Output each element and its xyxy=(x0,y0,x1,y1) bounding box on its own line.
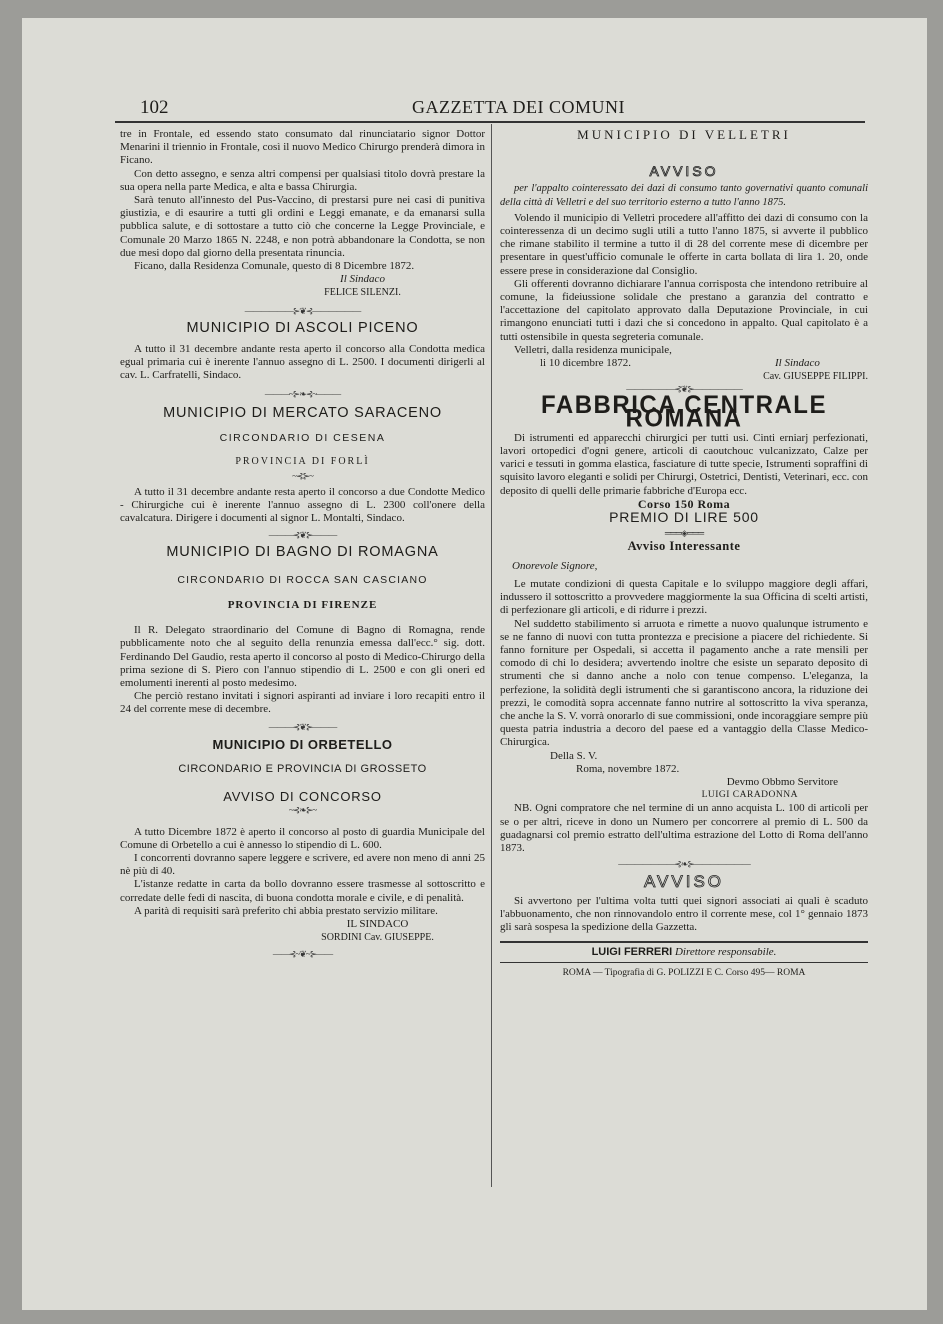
orbetello-paragraph: A parità di requisiti sarà preferito chi abbia prestato servizio militare. xyxy=(134,904,438,917)
ornament-divider: ——⊰~❦~⊱—— xyxy=(272,949,333,960)
column-divider xyxy=(491,124,492,1187)
fabbrica-address: Corso 150 Roma xyxy=(637,496,731,511)
velletri-date: li 10 dicembre 1872. xyxy=(540,357,632,370)
ornament-divider: ~⊰⊱~ xyxy=(292,471,313,482)
orbetello-signature-title: IL SINDACO xyxy=(346,917,409,930)
fabbrica-signature-title: Devmo Obbmo Servitore xyxy=(726,775,838,788)
ornament-divider: ——————⊱❦⊰—————— xyxy=(244,305,361,316)
bagno-paragraph: Il R. Delegato straordinario del Comune di Bagno di Romagna, rende pubblicamente noto che al seguito della renunzia emessa dall'ecc.° sig. dott. Ferdinando Del Gaudio, resta aperto il concorso al posto di Medico-Chirurgo della prima sezione di S. Piero con l'annuo stipendio di L. 2500 e con gli oneri ed emolumenti inerenti al posto medesimo. xyxy=(120,624,485,689)
bagno-paragraph: Che perciò restano invitati i signori aspiranti ad inviare i loro recapiti entro il 24 del corrente mese di decembre. xyxy=(120,690,485,716)
notice-title-orbetello: MUNICIPIO DI ORBETELLO xyxy=(212,736,393,752)
notice-title-ascoli: MUNICIPIO DI ASCOLI PICENO xyxy=(186,319,419,336)
orbetello-paragraph: I concorrenti dovranno sapere leggere e scrivere, ed avere non meno di anni 25 nè più di 40. xyxy=(120,851,485,878)
page-header xyxy=(140,97,880,119)
velletri-signature-title: Il Sindaco xyxy=(775,357,820,370)
page-number: 102 xyxy=(140,97,169,118)
printer-line xyxy=(500,962,868,980)
orbetello-paragraph: L'istanze redatte in carta da bollo dovranno essere trasmesse al sottoscritto e corredate delle fedi di nascita, di buona condotta morale e civile, e di penalità. xyxy=(120,878,485,904)
fabbrica-nb: NB. Ogni compratore che nel termine di un anno acquista L. 100 di articoli per se o per altri, riceve in dono un Numero per concorrere al premio di L. 500 da guadagnarsi col premio estratto dell'ultima estrazione del Lotto di Roma dell'anno 1873. xyxy=(500,802,868,854)
mercato-circondario: CIRCONDARIO DI CESENA xyxy=(219,432,386,445)
fabbrica-date: Roma, novembre 1872. xyxy=(576,762,680,775)
ficano-paragraph: Con detto assegno, e senza altri compensi per qualsiasi titolo dovrà prestare la sua opera nella parte Medica, e alta e bassa Chirurgia. xyxy=(120,167,485,193)
fabbrica-della: Della S. V. xyxy=(550,749,598,762)
ornament-divider: ———~⊱❧⊰~——— xyxy=(264,388,341,399)
mercato-body: A tutto il 31 decembre andante resta aperto il concorso a due Condotte Medico - Chirurgiche cui è inerente l'annuo assegno di L. 2300 coll'onere della cavalcatura. Dirigere i documenti al signor L. Montalti, Sindaco. xyxy=(120,485,485,525)
avviso-interessante: Avviso Interessante xyxy=(627,539,741,554)
ornament-divider: ———⊰❦⊱——— xyxy=(268,721,337,732)
ornament-divider: ~⊰❧⊱~ xyxy=(288,805,317,816)
velletri-avviso: AVVISO xyxy=(649,163,719,180)
ficano-paragraph: tre in Frontale, ed essendo stato consumato dal rinunciatario signor Dottor Menarini il triennio in Frontale, così il nuovo Medico Chirurgo prenderà dimora in Ficano. xyxy=(120,128,485,167)
ornament-divider: ———————⊰❧⊱——————— xyxy=(618,859,750,870)
orbetello-avviso: AVVISO DI CONCORSO xyxy=(223,789,382,805)
velletri-signature-name: Cav. GIUSEPPE FILIPPI. xyxy=(763,371,868,383)
fabbrica-title: FABBRICA CENTRALE ROMANA xyxy=(541,391,827,434)
orbetello-signature-name: SORDINI Cav. GIUSEPPE. xyxy=(321,932,434,944)
fabbrica-description: Di istrumenti ed apparecchi chirurgici per tutti usi. Cinti erniarj perfezionati, lavori ortopedici d'ogni genere, articoli di caoutchouc vulcanizzato, Calze per varici e tessuti in gomma elastica, fasciature di tutte specie, Istrumenti sopraffini di squisito lavoro eleganti e solidi per Chirurgi, Ostetrici, Dentisti, Veterinari, ecc. con deposito di quelli delle primarie fabbriche d'Europa ecc. xyxy=(500,431,869,497)
ornament-divider: ——————⊰❦⊱—————— xyxy=(626,384,742,395)
director-name: LUIGI FERRERI xyxy=(591,946,673,959)
velletri-paragraph: Gli offerenti dovranno dichiarare l'annua corrisposta che intendono retribuire al comune, la fideiussione solidale che prestano a garanzia del contratto e l'accettazione del capitolato approvato dalla Deputazione Provinciale, in cui rimangono enunciati tutti i dazi che si concedono in appalto. Qual capitolato è a tutti ostensibile in questa segreteria comunale. xyxy=(500,277,868,343)
ficano-dateline: Ficano, dalla Residenza Comunale, questo di 8 Dicembre 1872. xyxy=(134,260,415,273)
ficano-signature-name: FELICE SILENZI. xyxy=(324,287,401,299)
ornament-divider: ———⊰❦⊱——— xyxy=(268,530,337,541)
ornament-divider: ═══◈═══ xyxy=(664,528,704,539)
premio-heading: PREMIO DI LIRE 500 xyxy=(609,509,759,526)
director-line xyxy=(500,941,868,959)
orbetello-paragraph: A tutto Dicembre 1872 è aperto il concorso al posto di guardia Municipale del Comune di Orbetello a cui è annesso lo stipendio di L. 600. xyxy=(120,825,485,851)
notice-title-bagno: MUNICIPIO DI BAGNO DI ROMAGNA xyxy=(166,544,439,561)
director-role: Direttore responsabile. xyxy=(674,946,777,959)
fabbrica-signature-name: LUIGI CARADONNA xyxy=(701,790,798,801)
notice-title-mercato: MUNICIPIO DI MERCATO SARACENO xyxy=(163,404,442,421)
right-column xyxy=(500,128,868,981)
header-rule xyxy=(115,121,865,123)
velletri-lead: per l'appalto cointeressato dei dazi di consumo tanto governativi quanto comunali della città di Velletri e del suo territorio esterno a tutto l'anno 1875. xyxy=(500,183,868,208)
velletri-date-row xyxy=(500,357,868,370)
avviso2-title: AVVISO xyxy=(643,872,725,892)
left-column xyxy=(120,128,485,966)
printer-imprint: ROMA — Tipografia di G. POLIZZI E C. Corso 495— ROMA xyxy=(562,968,806,979)
ascoli-body: A tutto il 31 decembre andante resta aperto il concorso alla Condotta medica egual primaria cui è inerente l'annuo assegno di L. 2500. I documenti dirigerli al cav. L. Carfratelli, Sindaco. xyxy=(120,343,485,382)
bagno-circondario: CIRCONDARIO DI ROCCA SAN CASCIANO xyxy=(177,573,428,586)
avviso2-body: Si avvertono per l'ultima volta tutti quei signori associati ai quali è scaduto l'abbuonamento, che non rinnovandolo entro il corrente mese, col 1° gennaio 1873 gli sarà sospesa la spedizione della Gazzetta. xyxy=(500,894,868,933)
velletri-paragraph: Volendo il municipio di Velletri procedere all'affitto dei dazi di consumo con la cointeressenza di un decimo sugli utili a tutto l'anno 1875, si avverte il pubblico che rimane stabilito il termine a tutto il dì 28 del corrente mese di dicembre per presentare in quest'ufficio comunale le offerte in carta bollata di lira 1. 20, onde essere prese in considerazione dal Consiglio. xyxy=(500,211,868,277)
ficano-paragraph: Sarà tenuto all'innesto del Pus-Vaccino, di prestarsi pure nei casi di punitiva giustizia, e di esaurire a tutti gli ordini e Leggi emanate, e da emanarsi sulla pubblica salute, e di sottostare a tutto ciò che concerne la Legge Provinciale, e Comunale 20 Marzo 1865 N. 2248, e non potrà abbandonare la Condotta, se non due mesi dopo dal giorno della presentata rinuncia. xyxy=(120,194,485,259)
running-title: GAZZETTA DEI COMUNI xyxy=(412,97,626,117)
velletri-dateline: Velletri, dalla residenza municipale, xyxy=(514,343,672,356)
fabbrica-paragraph: Nel suddetto stabilimento si arruota e rimette a nuovo qualunque istrumento e se ne fanno di nuovi con tutta prontezza e precisione a piacere del richiedente. Si fanno forniture per Ospedali, si accetta il pagamento anche a rate mensili per comodo di chi lo desidera; avvertendo inoltre che esiste un separato deposito di strumenti che si danno anche a nolo con tenue compenso. L'eleganza, la perfezione, la solidità degli istrumenti che si garantiscono ancora, la riduzione dei prezzi, le comodità sopra accennate fanno nutrire al sottoscritto la viva speranza, che anche la S. V. vorrà onorarlo di sue commissioni, onde incoraggiare sempre più questa patria industria a decoro del paese ed a vantaggio della Classe Medico-Chirurgica. xyxy=(500,617,868,749)
orbetello-circondario: CIRCONDARIO E PROVINCIA DI GROSSETO xyxy=(178,762,427,775)
ficano-signature-title: Il Sindaco xyxy=(340,273,385,286)
notice-title-velletri: MUNICIPIO DI VELLETRI xyxy=(577,127,791,142)
bagno-provincia: PROVINCIA DI FIRENZE xyxy=(227,598,378,611)
fabbrica-paragraph: Le mutate condizioni di questa Capitale e lo sviluppo maggiore degli affari, indussero il sottoscritto a provvedere maggiormente la sua Officina di scelti artisti, di perfezionare gli articoli, e di ridurre i prezzi. xyxy=(500,577,868,617)
mercato-provincia: PROVINCIA DI FORLÌ xyxy=(235,456,370,468)
salutation: Onorevole Signore, xyxy=(512,559,598,572)
